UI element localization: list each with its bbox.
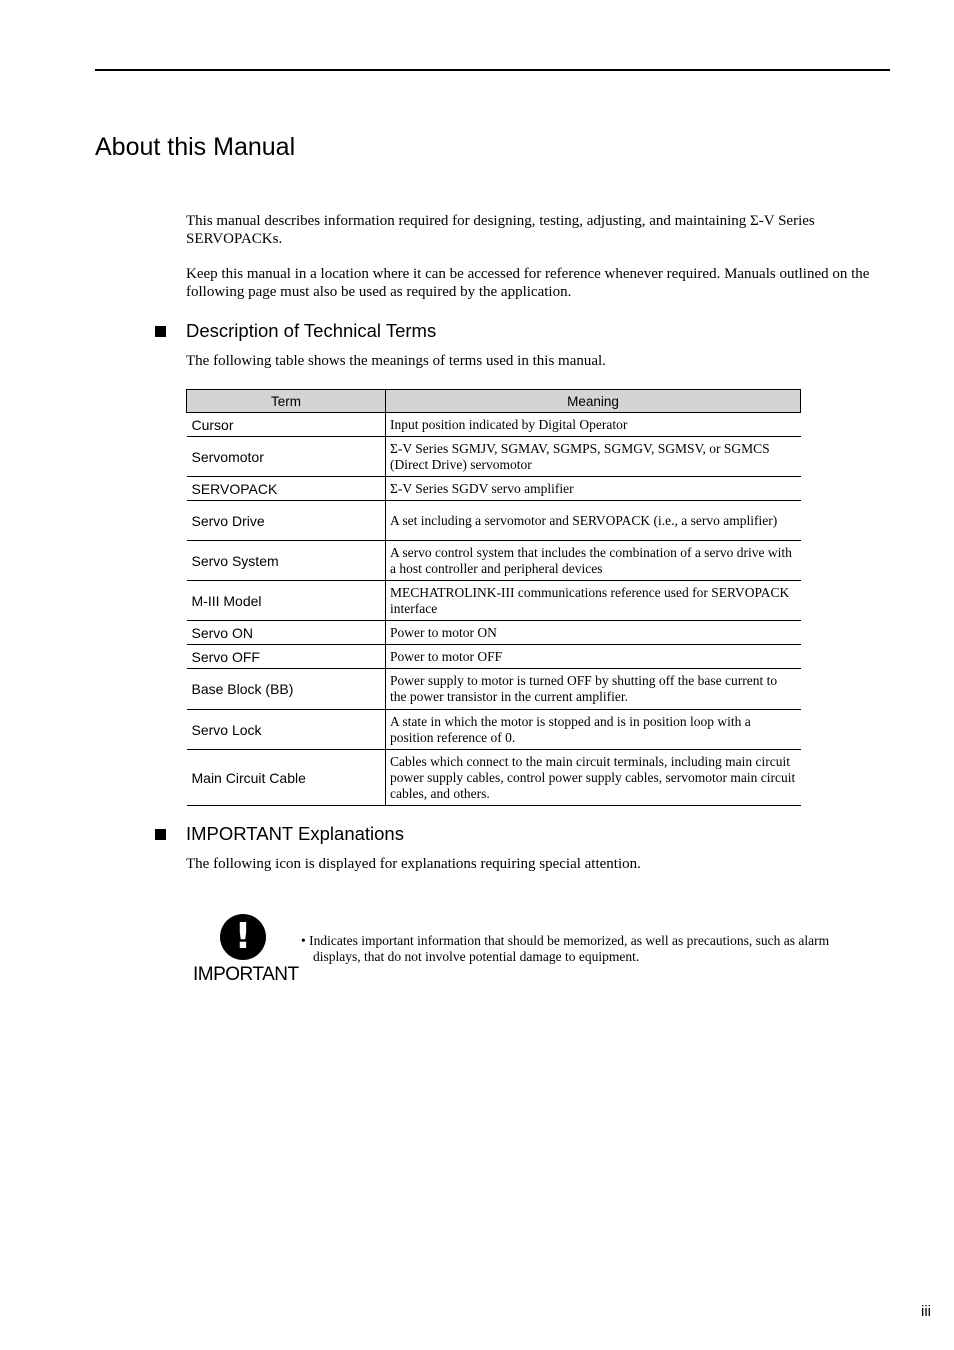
table-row [187,437,801,477]
page-number: iii [921,1303,931,1320]
header-rule [95,69,890,71]
meaning-cell: Power supply to motor is turned OFF by shutting off the base current to the power transistor in the current amplifier. [386,669,801,710]
table-row [187,501,801,541]
important-icon-label: IMPORTANT [193,964,299,985]
meaning-cell: MECHATROLINK-III communications reference used for SERVOPACK interface [386,581,801,621]
terms-heading-text: Description of Technical Terms [186,320,437,341]
important-bullet: • Indicates important information that should be memorized, as well as precautions, such as alarm displays, that do not involve potential damage to equipment. [301,933,830,964]
term-cell: Main Circuit Cable [187,750,386,806]
table-row [187,710,801,750]
table-row [187,541,801,581]
meaning-cell: Input position indicated by Digital Operator [386,413,801,437]
table-row [187,750,801,806]
important-bullet-text: Indicates important information that should be memorized, as well as precautions, such as alarm displays, that do not involve potential damage to equipment. [309,933,830,964]
term-cell: M-III Model [187,581,386,621]
term-cell: Servo Lock [187,710,386,750]
important-exclamation-icon [193,914,299,990]
important-intro: The following icon is displayed for explanations requiring special attention. [186,856,641,872]
meaning-cell: Σ-V Series SGMJV, SGMAV, SGMPS, SGMGV, SGMSV, or SGMCS (Direct Drive) servomotor [386,437,801,477]
intro-paragraph-2: Keep this manual in a location where it can be accessed for reference whenever required. Manuals outlined on the following page must also be used as required by the application. [186,266,870,300]
terms-table [186,389,801,806]
term-cell: Servomotor [187,437,386,477]
table-row [187,621,801,645]
table-row [187,645,801,669]
meaning-cell: A servo control system that includes the combination of a servo drive with a host controller and peripheral devices [386,541,801,581]
meaning-cell: Power to motor OFF [386,645,801,669]
terms-table-header [187,390,801,413]
term-cell: Base Block (BB) [187,669,386,710]
important-heading-text: IMPORTANT Explanations [186,823,404,844]
meaning-cell: A set including a servomotor and SERVOPACK (i.e., a servo amplifier) [386,501,801,541]
header-term: Term [187,390,386,413]
intro-paragraph-1: This manual describes information required for designing, testing, adjusting, and maintaining Σ-V Series SERVOPACKs. [186,213,815,247]
meaning-cell: Σ-V Series SGDV servo amplifier [386,477,801,501]
exclamation-circle-icon: ! [220,914,266,960]
term-cell: Servo System [187,541,386,581]
term-cell: Servo Drive [187,501,386,541]
table-row [187,477,801,501]
term-cell: Servo ON [187,621,386,645]
square-bullet-icon [155,829,166,840]
meaning-cell: Power to motor ON [386,621,801,645]
term-cell: SERVOPACK [187,477,386,501]
important-heading [155,823,404,845]
meaning-cell: Cables which connect to the main circuit terminals, including main circuit power supply cables, control power supply cables, servomotor main circuit cables, and others. [386,750,801,806]
terms-intro: The following table shows the meanings of terms used in this manual. [186,353,606,369]
header-meaning: Meaning [386,390,801,413]
table-row [187,669,801,710]
table-row [187,581,801,621]
square-bullet-icon [155,326,166,337]
term-cell: Servo OFF [187,645,386,669]
page-title: About this Manual [95,133,296,161]
table-row [187,413,801,437]
meaning-cell: A state in which the motor is stopped and is in position loop with a position reference of 0. [386,710,801,750]
term-cell: Cursor [187,413,386,437]
terms-heading [155,320,436,342]
